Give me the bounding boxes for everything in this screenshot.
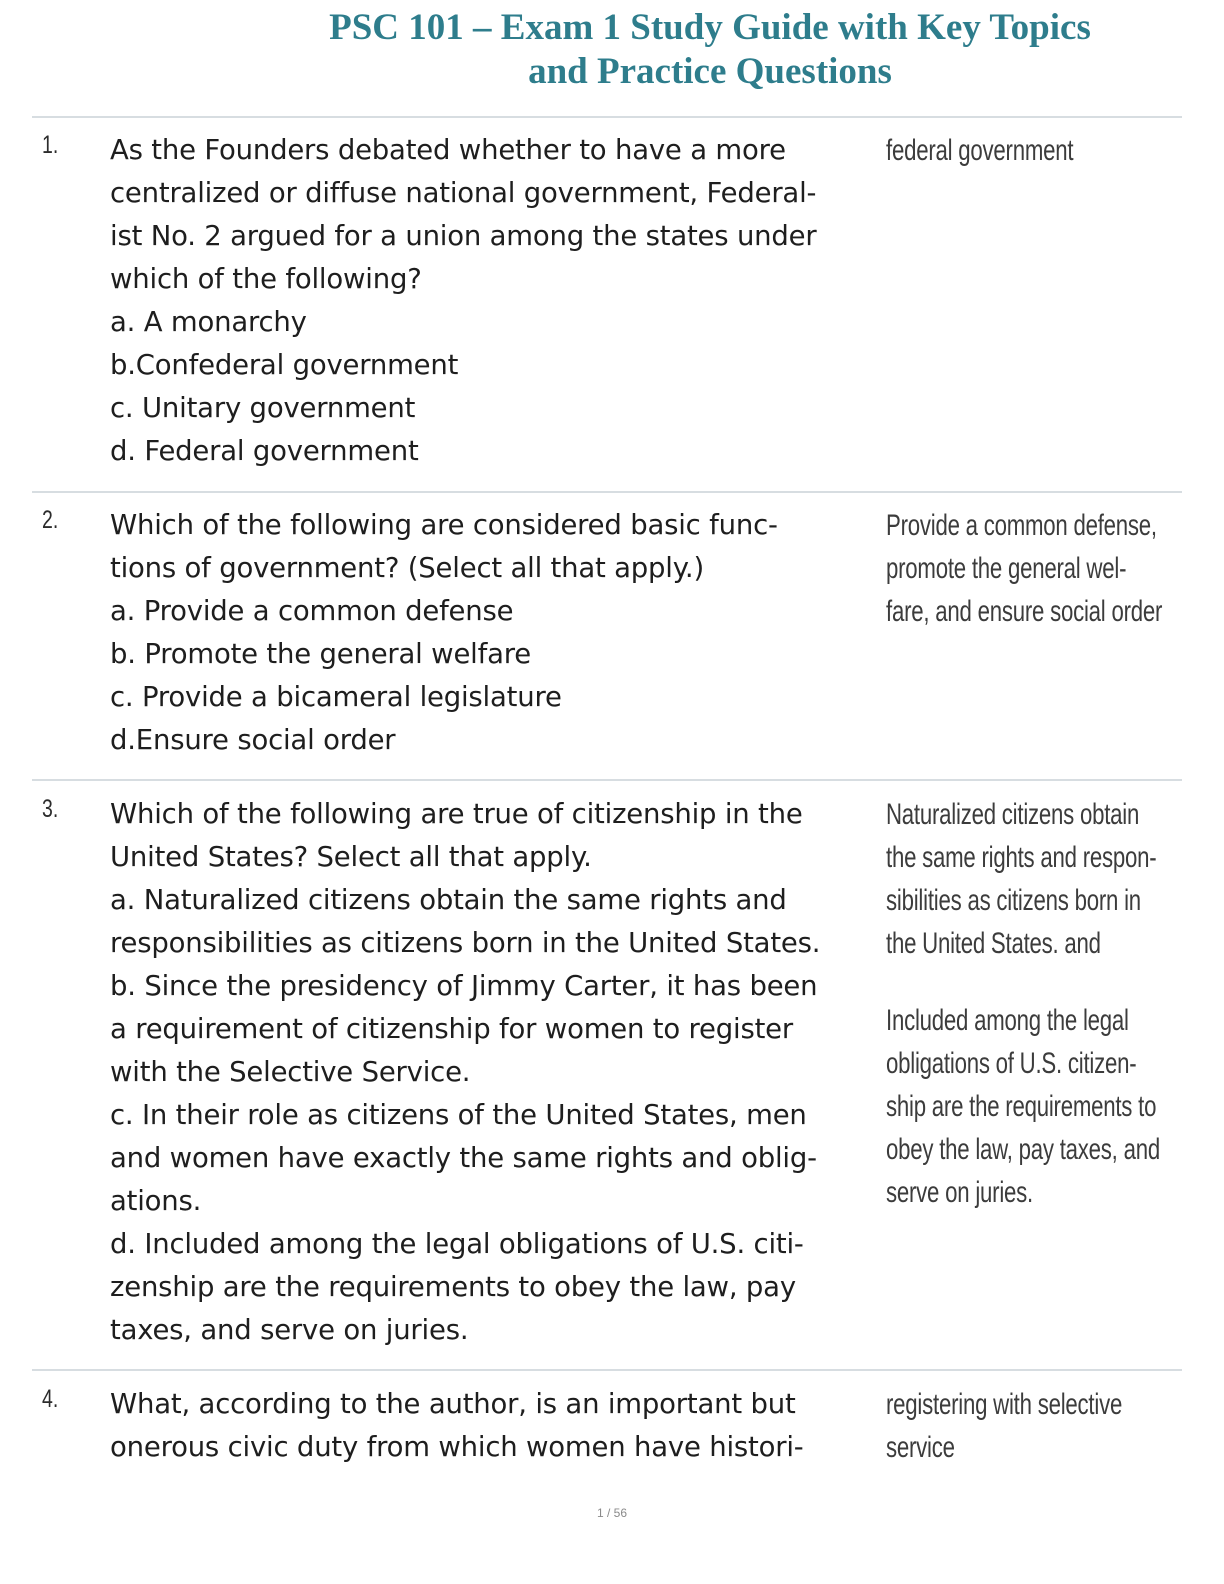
answer-option: a. A monarchy [110, 306, 307, 338]
title-line-2: and Practice Questions [528, 51, 892, 92]
question-line: What, according to the author, is an important but [110, 1388, 796, 1420]
title-line-1: PSC 101 – Exam 1 Study Guide with Key Topics [329, 7, 1091, 48]
question-line: Which of the following are true of citizenship in the [110, 798, 803, 830]
question-line: As the Founders debated whether to have a more [110, 134, 786, 166]
answer-line: sibilities as citizens born in [886, 884, 1141, 917]
answer-line: obey the law, pay taxes, and [886, 1133, 1160, 1166]
question-line: Which of the following are considered basic func- [110, 509, 778, 541]
answer-option: d.Ensure social order [110, 724, 396, 756]
answer-line: the same rights and respon- [886, 841, 1157, 874]
answer-line: fare, and ensure social order [886, 595, 1163, 628]
question-text [110, 129, 885, 473]
divider [32, 779, 1182, 781]
page-indicator: 1 / 56 [596, 1506, 628, 1520]
question-text [110, 1383, 885, 1469]
answer-line: the United States. and [886, 927, 1101, 960]
question-number: 1. [42, 131, 59, 159]
divider [32, 1369, 1182, 1371]
divider [32, 116, 1182, 118]
answer-line: federal government [886, 134, 1074, 167]
answer-option: c. In their role as citizens of the United States, men [110, 1099, 807, 1131]
answer-option: c. Unitary government [110, 392, 416, 424]
answer-option: zenship are the requirements to obey the law, pay [110, 1271, 796, 1303]
question-line: United States? Select all that apply. [110, 841, 592, 873]
answer-line: service [886, 1431, 955, 1464]
question-line: which of the following? [110, 263, 422, 295]
question-line: tions of government? (Select all that apply.) [110, 552, 704, 584]
answer-text [886, 793, 1160, 1214]
answer-option: d. Included among the legal obligations of U.S. citi- [110, 1228, 804, 1260]
answer-option: b. Promote the general welfare [110, 638, 531, 670]
question-number: 3. [42, 795, 59, 823]
answer-line: promote the general wel- [886, 552, 1127, 585]
answer-option: a. Provide a common defense [110, 595, 514, 627]
question-number: 4. [42, 1385, 59, 1413]
question-text [110, 504, 885, 762]
answer-line: obligations of U.S. citizen- [886, 1047, 1137, 1080]
answer-option: responsibilities as citizens born in the United States. [110, 927, 821, 959]
question-line: onerous civic duty from which women have histori- [110, 1431, 804, 1463]
answer-option: and women have exactly the same rights and oblig- [110, 1142, 817, 1174]
page-title [200, 6, 1220, 94]
answer-option: b. Since the presidency of Jimmy Carter, it has been [110, 970, 818, 1002]
question-number: 2. [42, 506, 59, 534]
answer-text [886, 1383, 1130, 1469]
answer-option: with the Selective Service. [110, 1056, 471, 1088]
divider [32, 491, 1182, 493]
answer-text [886, 504, 1163, 633]
answer-line: Provide a common defense, [886, 509, 1157, 542]
question-line: ist No. 2 argued for a union among the states under [110, 220, 817, 252]
answer-line: Naturalized citizens obtain [886, 798, 1140, 831]
answer-line: ship are the requirements to [886, 1090, 1157, 1123]
answer-option: taxes, and serve on juries. [110, 1314, 469, 1346]
answer-spacer [886, 965, 1130, 999]
question-line: centralized or diffuse national government, Federal- [110, 177, 817, 209]
answer-option: c. Provide a bicameral legislature [110, 681, 562, 713]
answer-line: Included among the legal [886, 1004, 1129, 1037]
answer-option: ations. [110, 1185, 202, 1217]
answer-line: serve on juries. [886, 1176, 1033, 1209]
answer-text [886, 129, 1130, 172]
answer-option: b.Confederal government [110, 349, 459, 381]
answer-option: a. Naturalized citizens obtain the same rights and [110, 884, 787, 916]
answer-option: d. Federal government [110, 435, 419, 467]
question-text [110, 793, 885, 1352]
answer-line: registering with selective [886, 1388, 1123, 1421]
answer-option: a requirement of citizenship for women to register [110, 1013, 793, 1045]
